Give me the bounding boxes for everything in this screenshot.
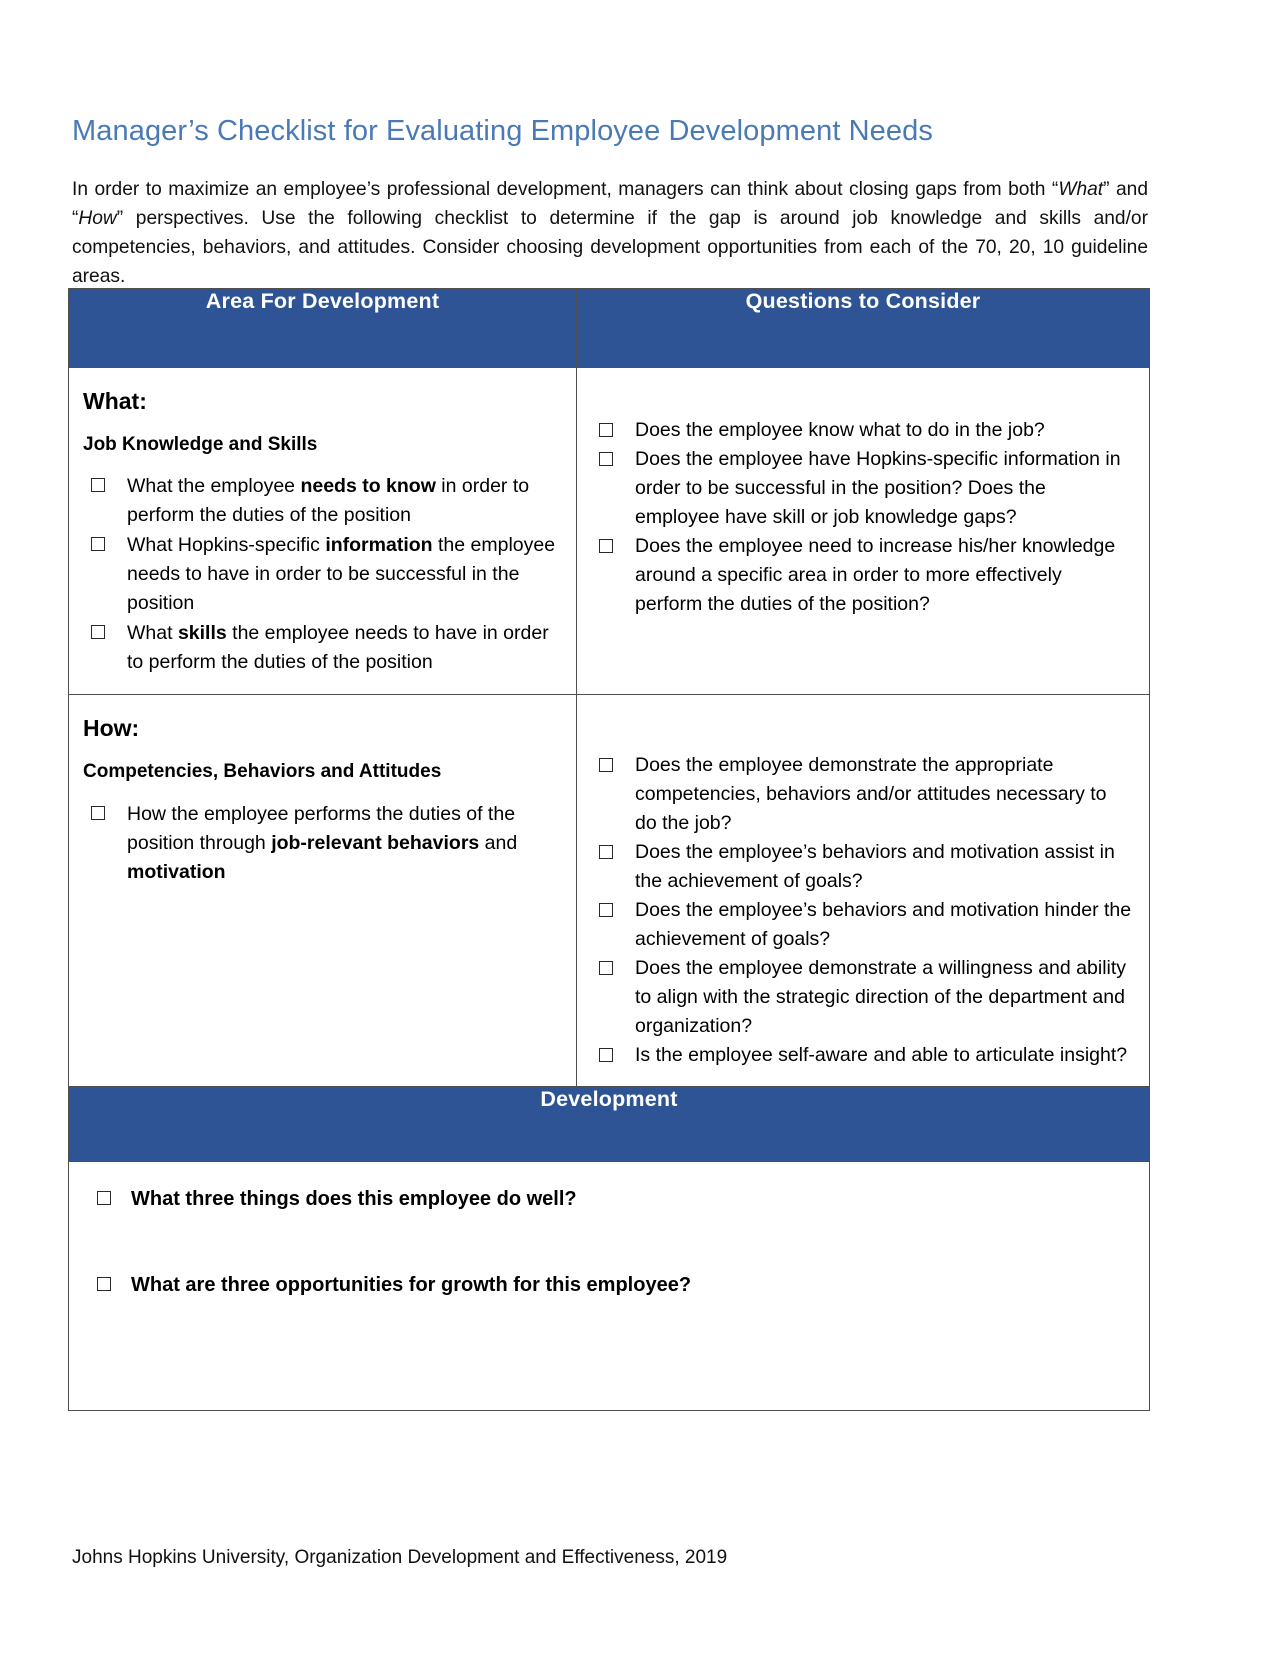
question-text: Does the employee know what to do in the job? xyxy=(635,419,1045,441)
section-header-development: Development xyxy=(69,1087,1150,1162)
table-row-what xyxy=(69,368,1150,695)
checklist-what-items xyxy=(83,472,562,677)
cell-how-questions xyxy=(577,695,1150,1087)
table-row-development-body xyxy=(69,1162,1150,1411)
list-item[interactable] xyxy=(589,751,1133,838)
intro-text-part1: In order to maximize an employee’s professional development, managers can think about closing gaps from both “ xyxy=(72,179,1059,201)
list-item[interactable] xyxy=(83,619,562,677)
subsection-title-competencies-behaviors-attitudes: Competencies, Behaviors and Attitudes xyxy=(83,760,442,782)
item-text-pre: What the employee xyxy=(127,475,301,498)
checkbox-icon[interactable] xyxy=(97,1277,111,1291)
item-text-bold: job-relevant behaviors xyxy=(271,831,480,854)
checkbox-icon[interactable] xyxy=(91,806,105,820)
list-item[interactable] xyxy=(83,1184,1135,1214)
checkbox-icon[interactable] xyxy=(599,845,613,859)
development-question-text: What three things does this employee do well? xyxy=(131,1188,577,1211)
section-title-what: What: xyxy=(83,388,147,414)
list-item[interactable] xyxy=(589,838,1133,896)
list-item[interactable] xyxy=(589,896,1133,954)
item-text-pre: What xyxy=(127,622,178,645)
question-text: Does the employee need to increase his/her knowledge around a specific area in order to more effectively perform the duties of the position? xyxy=(635,535,1116,615)
item-text-post: in order to perform the duties of the position xyxy=(127,475,530,527)
checkbox-icon[interactable] xyxy=(97,1191,111,1205)
checklist-development-items xyxy=(83,1184,1135,1300)
question-text: Does the employee’s behaviors and motivation hinder the achievement of goals? xyxy=(635,899,1132,951)
checkbox-icon[interactable] xyxy=(599,539,613,553)
table-row-how xyxy=(69,695,1150,1087)
intro-text-part3: ” perspectives. Use the following checklist to determine if the gap is around job knowledge and skills and/or competencies, behaviors, and attitudes. Consider choosing development opportunities from each of the 70, 20, 10 guideline areas. xyxy=(72,207,1148,287)
page-footer: Johns Hopkins University, Organization Development and Effectiveness, 2019 xyxy=(72,1547,728,1568)
checklist-what-questions xyxy=(589,416,1133,619)
item-text-bold: needs to know xyxy=(300,475,436,498)
development-question-text: What are three opportunities for growth for this employee? xyxy=(131,1274,692,1297)
checklist-how-items xyxy=(83,800,562,887)
question-text: Does the employee demonstrate a willingness and ability to align with the strategic direction of the department and organization? xyxy=(635,957,1127,1038)
checkbox-icon[interactable] xyxy=(599,452,613,466)
checkbox-icon[interactable] xyxy=(91,625,105,639)
table-header-row xyxy=(69,289,1150,368)
item-text-post: and xyxy=(479,831,518,854)
list-item[interactable] xyxy=(83,472,562,530)
item-text-bold: skills xyxy=(177,622,227,645)
column-header-area-for-development: Area For Development xyxy=(69,289,577,368)
checklist-how-questions xyxy=(589,751,1133,1070)
checkbox-icon[interactable] xyxy=(599,903,613,917)
checkbox-icon[interactable] xyxy=(91,537,105,551)
cell-how-area xyxy=(69,695,577,1087)
list-item[interactable] xyxy=(589,445,1133,532)
question-text: Does the employee demonstrate the appropriate competencies, behaviors and/or attitudes necessary to do the job? xyxy=(635,754,1107,835)
cell-development-questions xyxy=(69,1162,1150,1411)
subsection-title-job-knowledge-and-skills: Job Knowledge and Skills xyxy=(83,433,318,455)
list-item[interactable] xyxy=(589,1041,1133,1070)
intro-text-part2: ” and “ xyxy=(72,179,1148,229)
checklist-table xyxy=(68,288,1150,1411)
question-text: Does the employee have Hopkins-specific information in order to be successful in the position? Does the employee have skill or job knowledge gaps? xyxy=(635,448,1121,528)
item-text-post: the employee needs to have in order to be successful in the position xyxy=(127,534,556,615)
list-item[interactable] xyxy=(589,416,1133,445)
column-header-questions-to-consider: Questions to Consider xyxy=(577,289,1150,368)
item-text-post: the employee needs to have in order to perform the duties of the position xyxy=(127,622,549,674)
question-text: Does the employee’s behaviors and motivation assist in the achievement of goals? xyxy=(635,841,1115,893)
page-title: Manager’s Checklist for Evaluating Employee Development Needs xyxy=(72,115,933,148)
item-text-pre: How the employee performs the duties of the position through xyxy=(127,802,516,854)
checkbox-icon[interactable] xyxy=(599,961,613,975)
section-title-how: How: xyxy=(83,715,140,742)
list-item[interactable] xyxy=(589,532,1133,619)
table-row-development-header xyxy=(69,1087,1150,1162)
cell-what-questions xyxy=(577,368,1150,695)
intro-paragraph xyxy=(72,176,1148,291)
item-text-bold: information xyxy=(325,534,433,557)
list-item[interactable] xyxy=(83,1270,1135,1300)
checkbox-icon[interactable] xyxy=(599,1048,613,1062)
item-text-bold-2: motivation xyxy=(127,860,226,883)
list-item[interactable] xyxy=(83,531,562,618)
intro-emphasis-what: What xyxy=(1058,179,1104,201)
question-text: Is the employee self-aware and able to articulate insight? xyxy=(635,1044,1128,1067)
checkbox-icon[interactable] xyxy=(599,423,613,437)
list-item[interactable] xyxy=(83,800,562,887)
intro-emphasis-how: How xyxy=(78,207,117,229)
item-text-pre: What Hopkins-specific xyxy=(127,534,326,557)
cell-what-area xyxy=(69,368,577,695)
checkbox-icon[interactable] xyxy=(599,758,613,772)
checkbox-icon[interactable] xyxy=(91,478,105,492)
list-item[interactable] xyxy=(589,954,1133,1041)
